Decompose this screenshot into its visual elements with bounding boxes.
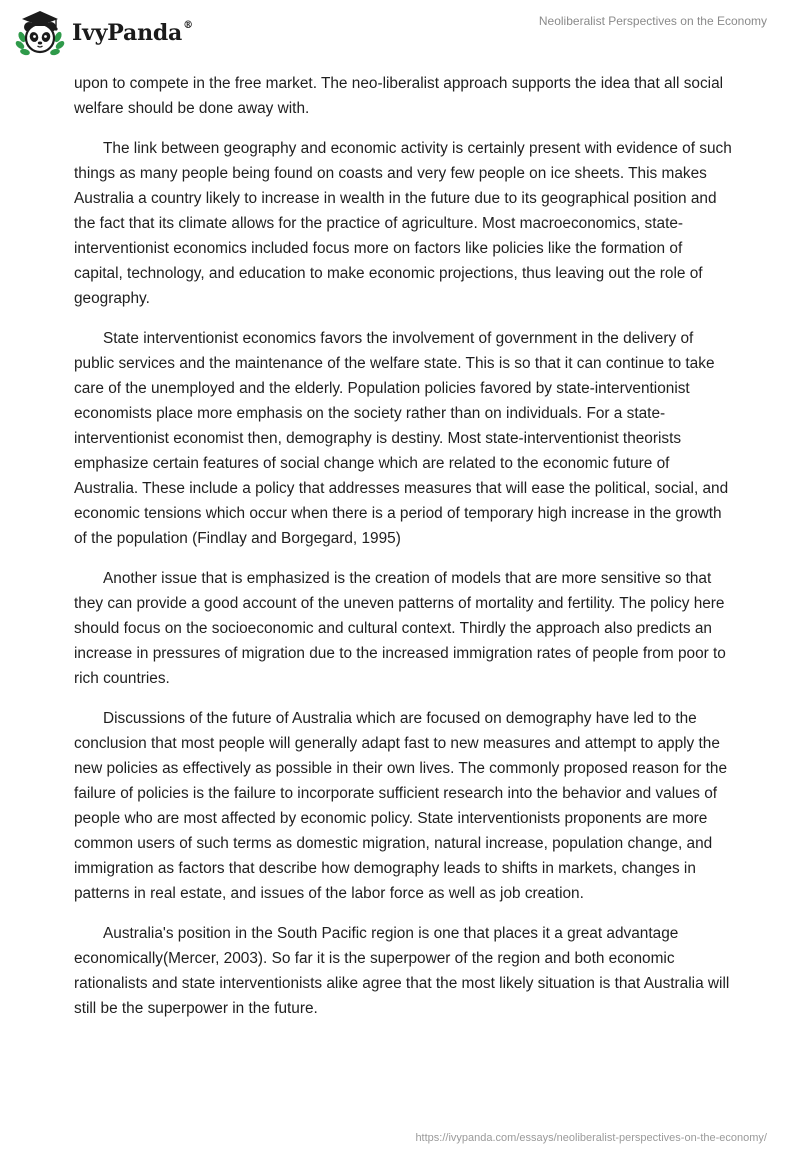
source-url[interactable]: https://ivypanda.com/essays/neoliberalist-perspectives-on-the-economy/ [415,1132,767,1144]
page-header [0,0,800,70]
ivypanda-logo[interactable] [14,7,193,59]
paragraph: upon to compete in the free market. The neo-liberalist approach supports the idea that all social welfare should be done away with. [74,75,724,117]
paragraph: Another issue that is emphasized is the creation of models that are more sensitive so that they can provide a good account of the uneven patterns of mortality and fertility. The policy here should focus on the socioeconomic and cultural context. Thirdly the approach also predicts an increase in pressures of migration due to the increased immigration rates of people from poor to rich countries. [74,570,726,687]
paragraph: State interventionist economics favors the involvement of government in the delivery of public services and the maintenance of the welfare state. This is so that it can continue to take care of the unemployed and the elderly. Population policies favored by state-interventionist economists place more emphasis on the society rather than on individuals. For a state-interventionist economist then, demography is destiny. Most state-interventionist theorists emphasize certain features of social change which are related to the economic future of Australia. These include a policy that addresses measures that will ease the political, social, and economic tensions which occur when there is a period of temporary high increase in the growth of the population (Findlay and Borgegard, 1995) [74,330,729,547]
document-title: Neoliberalist Perspectives on the Economy [538,14,767,28]
panda-graduate-icon [14,7,66,59]
essay-body [74,71,734,1036]
paragraph: Discussions of the future of Australia which are focused on demography have led to the conclusion that most people will generally adapt fast to new measures and attempt to apply the new policies as effectively as possible in their own lives. The commonly proposed reason for the failure of policies is the failure to incorporate sufficient research into the behavior and values of people who are most affected by economic policy. State interventionists proponents are more common users of such terms as domestic migration, natural increase, population change, and immigration as factors that describe how demography leads to shifts in markets, changes in patterns in real estate, and issues of the labor force as well as job creation. [74,710,728,902]
paragraph: The link between geography and economic activity is certainly present with evidence of such things as many people being found on coasts and very few people on ice sheets. This makes Australia a country likely to increase in wealth in the future due to its geographical position and the fact that its climate allows for the practice of agriculture. Most macroeconomics, state-interventionist economics included focus more on factors like policies like the formation of capital, technology, and education to make economic projections, thus leaving out the role of geography. [74,140,732,307]
registered-mark: ® [183,20,193,31]
paragraph: Australia's position in the South Pacific region is one that places it a great advantage economically(Mercer, 2003). So far it is the superpower of the region and both economic rationalists and state interventionists alike agree that the most likely situation is that Australia will still be the superpower in the future. [74,925,730,1017]
brand-name: IvyPanda® [72,20,193,46]
